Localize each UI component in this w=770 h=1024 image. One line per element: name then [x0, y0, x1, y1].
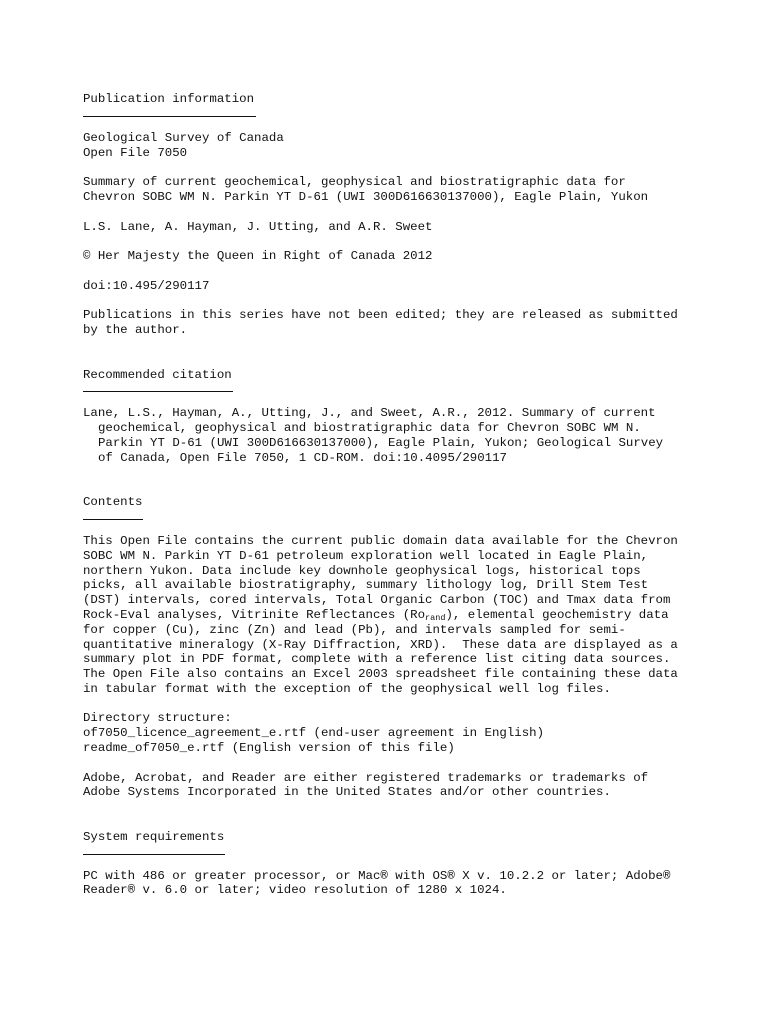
- authors: L.S. Lane, A. Hayman, J. Utting, and A.R. Sweet: [83, 219, 433, 234]
- contents-line-7: for copper (Cu), zinc (Zn) and lead (Pb), and intervals sampled for semi-: [83, 622, 626, 637]
- edit-note-line-2: by the author.: [83, 323, 188, 338]
- contents-heading: Contents: [83, 495, 143, 510]
- directory-item-readme: readme_of7050_e.rtf (English version of this file): [83, 741, 455, 756]
- copyright: © Her Majesty the Queen in Right of Canada 2012: [83, 249, 433, 264]
- contents-heading-underline: [83, 510, 143, 520]
- open-file-number: Open File 7050: [83, 145, 188, 160]
- system-line-1: PC with 486 or greater processor, or Mac® with OS® X v. 10.2.2 or later; Adobe®: [83, 868, 671, 883]
- publication-heading: Publication information: [83, 92, 255, 106]
- title-line-2: Chevron SOBC WM N. Parkin YT D-61 (UWI 300D616630137000), Eagle Plain, Yukon: [83, 189, 649, 204]
- citation-line-1: Lane, L.S., Hayman, A., Utting, J., and Sweet, A.R., 2012. Summary of current: [83, 406, 656, 421]
- contents-line-11: in tabular format with the exception of the geophysical well log files.: [83, 681, 611, 696]
- ro-subscript: rand: [425, 612, 446, 623]
- citation-line-3: Parkin YT D-61 (UWI 300D616630137000), Eagle Plain, Yukon; Geological Survey: [98, 435, 664, 450]
- citation-line-4: of Canada, Open File 7050, 1 CD-ROM. doi:10.4095/290117: [98, 450, 507, 465]
- contents-line-3: northern Yukon. Data include key downhole geophysical logs, historical tops: [83, 563, 641, 578]
- edit-note-line-1: Publications in this series have not been edited; they are released as submitted: [83, 308, 678, 323]
- citation-line-2: geochemical, geophysical and biostratigraphic data for Chevron SOBC WM N.: [98, 421, 641, 436]
- contents-line-1: This Open File contains the current public domain data available for the Chevron: [83, 533, 678, 548]
- system-line-2: Reader® v. 6.0 or later; video resolution of 1280 x 1024.: [83, 883, 507, 898]
- citation-heading-underline: [83, 382, 233, 392]
- contents-line-9: summary plot in PDF format, complete with a reference list citing data sources.: [83, 652, 671, 667]
- publication-heading-underline: [83, 107, 256, 117]
- contents-line-10: The Open File also contains an Excel 2003 spreadsheet file containing these data: [83, 667, 678, 682]
- title-line-1: Summary of current geochemical, geophysical and biostratigraphic data for: [83, 175, 626, 190]
- contents-line-ro: [83, 608, 743, 623]
- contents-line-4: picks, all available biostratigraphy, summary lithology log, Drill Stem Test: [83, 578, 649, 593]
- readme-document: [83, 92, 743, 898]
- directory-item-licence: of7050_licence_agreement_e.rtf (end-user agreement in English): [83, 726, 545, 741]
- ro-line-pre: Rock-Eval analyses, Vitrinite Reflectances (Ro: [83, 607, 426, 622]
- publisher-name: Geological Survey of Canada: [83, 130, 284, 145]
- contents-line-8: quantitative mineralogy (X-Ray Diffraction, XRD). These data are displayed as a: [83, 637, 678, 652]
- ro-line-post: ), elemental geochemistry data: [445, 607, 669, 622]
- trademark-line-1: Adobe, Acrobat, and Reader are either registered trademarks or trademarks of: [83, 770, 649, 785]
- trademark-line-2: Adobe Systems Incorporated in the United States and/or other countries.: [83, 785, 611, 800]
- doi: doi:10.495/290117: [83, 278, 210, 293]
- directory-heading: Directory structure:: [83, 711, 232, 726]
- citation-heading: Recommended citation: [83, 367, 232, 382]
- system-heading-underline: [83, 845, 225, 855]
- contents-line-5: (DST) intervals, cored intervals, Total Organic Carbon (TOC) and Tmax data from: [83, 593, 671, 608]
- contents-line-2: SOBC WM N. Parkin YT D-61 petroleum exploration well located in Eagle Plain,: [83, 548, 649, 563]
- system-heading: System requirements: [83, 829, 225, 844]
